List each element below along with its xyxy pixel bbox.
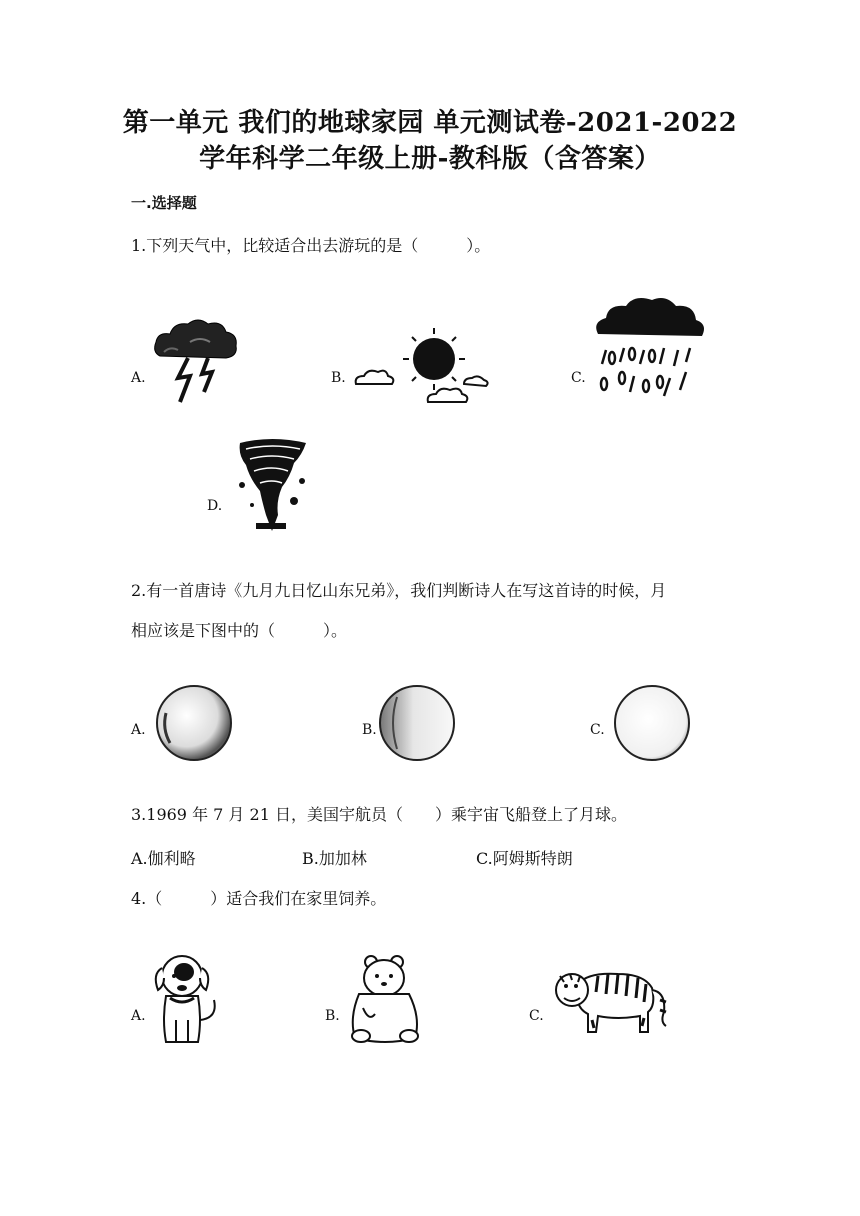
q1-option-a-label: A. xyxy=(131,370,146,386)
q1-option-b-label: B. xyxy=(331,370,346,386)
q4-option-a-label: A. xyxy=(131,1008,146,1024)
dog-icon xyxy=(148,950,228,1050)
q2-option-b-label: B. xyxy=(362,722,377,738)
q4-option-b-label: B. xyxy=(325,1008,340,1024)
rain-icon xyxy=(590,292,710,407)
question-1-text: 1.下列天气中，比较适合出去游玩的是（ ）。 xyxy=(131,236,491,255)
q3-option-c: C.阿姆斯特朗 xyxy=(476,849,573,868)
question-4-text: 4.（ ）适合我们在家里饲养。 xyxy=(131,889,387,908)
page-title-line1: 第一单元 我们的地球家园 单元测试卷-2021-2022 xyxy=(122,108,738,138)
tiger-icon xyxy=(548,962,672,1040)
q1-option-c-label: C. xyxy=(571,370,586,386)
moon-full-icon xyxy=(612,683,694,765)
question-2-text-line1: 2.有一首唐诗《九月九日忆山东兄弟》，我们判断诗人在写这首诗的时候，月 xyxy=(131,581,667,600)
page-title-line2: 学年科学二年级上册-教科版（含答案） xyxy=(199,144,661,174)
tornado-icon xyxy=(232,435,312,535)
q1-option-d-label: D. xyxy=(207,498,223,514)
thunderstorm-icon xyxy=(150,312,240,407)
q2-option-c-label: C. xyxy=(590,722,605,738)
moon-half-shaded-icon xyxy=(377,683,459,765)
q3-option-a: A.伽利略 xyxy=(131,849,196,868)
section-heading: 一.选择题 xyxy=(131,194,197,212)
q3-option-b: B.加加林 xyxy=(302,849,367,868)
question-2-text-line2: 相应该是下图中的（ ）。 xyxy=(131,621,348,640)
bear-icon xyxy=(345,952,425,1047)
moon-shaded-icon xyxy=(154,683,236,765)
sunny-icon xyxy=(352,322,492,407)
question-3-text: 3.1969 年 7 月 21 日，美国宇航员（ ）乘宇宙飞船登上了月球。 xyxy=(131,805,627,824)
q2-option-a-label: A. xyxy=(131,722,146,738)
q4-option-c-label: C. xyxy=(529,1008,544,1024)
